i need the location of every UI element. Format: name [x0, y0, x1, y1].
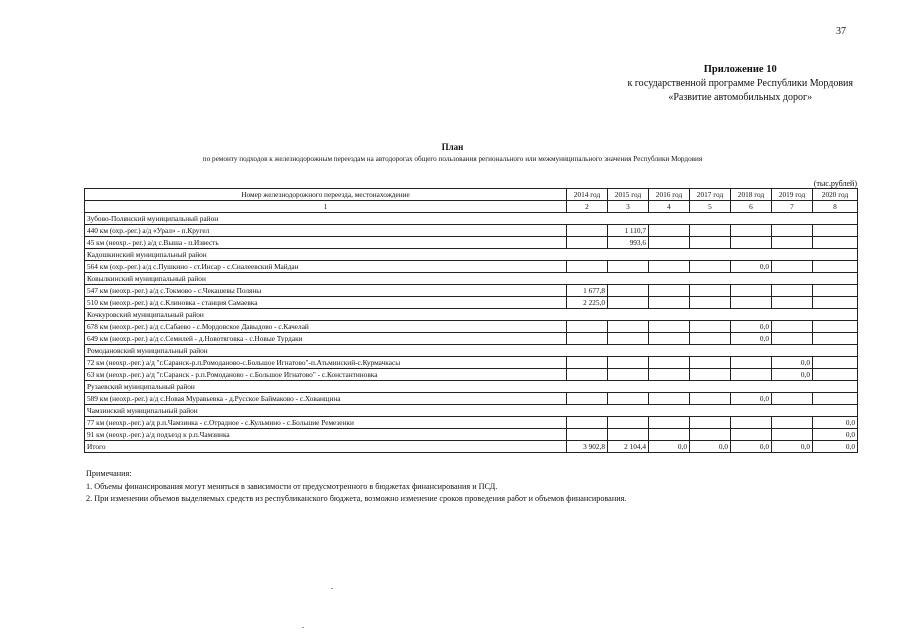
header-cell: 2018 год	[731, 189, 772, 201]
amount-cell: 0,0	[813, 417, 858, 429]
district-row	[85, 309, 858, 321]
amount-cell: 2 104,4	[608, 441, 649, 453]
scan-mark	[302, 627, 304, 628]
amount-cell	[567, 369, 608, 381]
amount-cell: 0,0	[649, 441, 690, 453]
column-number: 1	[85, 201, 567, 213]
amount-cell	[649, 429, 690, 441]
amount-cell: 0,0	[731, 393, 772, 405]
amount-cell	[813, 297, 858, 309]
amount-cell: 0,0	[772, 357, 813, 369]
amount-cell	[731, 429, 772, 441]
amount-cell	[608, 393, 649, 405]
amount-cell	[813, 261, 858, 273]
amount-cell	[567, 225, 608, 237]
crossing-location: 72 км (неохр.-рег.) а/д "г.Саранск-р.п.Ромоданово-с.Большое Игнатово"-п.Атьминский-с.Курмачкасы	[85, 357, 567, 369]
district-name: Кочкуровский муниципальный район	[85, 309, 858, 321]
amount-cell	[772, 297, 813, 309]
header-cell: 2017 год	[690, 189, 731, 201]
amount-cell	[690, 369, 731, 381]
header-row	[85, 189, 858, 201]
amount-cell: 0,0	[690, 441, 731, 453]
column-number-row	[85, 201, 858, 213]
amount-cell	[690, 429, 731, 441]
amount-cell	[567, 393, 608, 405]
crossing-location: 91 км (неохр.-рег.) а/д подъезд к р.п.Чамзинка	[85, 429, 567, 441]
total-row	[85, 441, 858, 453]
amount-cell	[772, 225, 813, 237]
amount-cell	[690, 321, 731, 333]
crossing-location: 547 км (неохр.-рег.) а/д с.Токмово - с.Чекашевы Поляны	[85, 285, 567, 297]
district-name: Кадошкинский муниципальный район	[85, 249, 858, 261]
district-row	[85, 405, 858, 417]
amount-cell	[772, 261, 813, 273]
amount-cell	[731, 237, 772, 249]
district-name: Рузаевский муниципальный район	[85, 381, 858, 393]
table-row	[85, 393, 858, 405]
amount-cell	[690, 393, 731, 405]
column-number: 2	[567, 201, 608, 213]
district-row	[85, 249, 858, 261]
scan-mark	[331, 588, 333, 589]
appendix-header	[627, 63, 853, 105]
table-row	[85, 357, 858, 369]
crossing-location: 649 км (неохр.-рег.) а/д с.Семилей - д.Новотяговка - с.Новые Турдаки	[85, 333, 567, 345]
amount-cell	[608, 285, 649, 297]
header-cell: 2020 год	[813, 189, 858, 201]
table-row	[85, 261, 858, 273]
district-row	[85, 213, 858, 225]
header-cell: 2015 год	[608, 189, 649, 201]
amount-cell	[567, 417, 608, 429]
header-cell: 2016 год	[649, 189, 690, 201]
amount-cell	[608, 357, 649, 369]
amount-cell	[690, 237, 731, 249]
table-row	[85, 429, 858, 441]
amount-cell	[649, 285, 690, 297]
amount-cell	[731, 225, 772, 237]
amount-cell	[649, 357, 690, 369]
district-name: Ковылкинский муниципальный район	[85, 273, 858, 285]
amount-cell: 0,0	[731, 441, 772, 453]
amount-cell	[690, 285, 731, 297]
amount-cell	[608, 333, 649, 345]
amount-cell	[813, 369, 858, 381]
header-cell: 2019 год	[772, 189, 813, 201]
amount-cell: 0,0	[813, 441, 858, 453]
amount-cell	[567, 333, 608, 345]
amount-cell	[772, 321, 813, 333]
amount-cell	[608, 297, 649, 309]
crossing-location: 77 км (неохр.-рег.) а/д р.п.Чамзинка - с.Отрадное - с.Кульмино - с.Большие Ремезенки	[85, 417, 567, 429]
amount-cell	[567, 429, 608, 441]
amount-cell	[649, 393, 690, 405]
table-row	[85, 285, 858, 297]
table-row	[85, 369, 858, 381]
amount-cell	[731, 285, 772, 297]
amount-cell	[731, 297, 772, 309]
amount-cell	[649, 237, 690, 249]
amount-cell	[649, 417, 690, 429]
crossing-location: 589 км (неохр.-рег.) а/д с.Новая Муравьевка - д.Русское Баймаково - с.Хованщина	[85, 393, 567, 405]
amount-cell	[690, 417, 731, 429]
column-number: 3	[608, 201, 649, 213]
amount-cell	[608, 261, 649, 273]
district-name: Чамзинский муниципальный район	[85, 405, 858, 417]
column-number: 7	[772, 201, 813, 213]
amount-cell	[567, 237, 608, 249]
amount-cell: 0,0	[772, 369, 813, 381]
amount-cell: 1 677,8	[567, 285, 608, 297]
district-name: Ромодановский муниципальный район	[85, 345, 858, 357]
amount-cell	[772, 393, 813, 405]
appendix-line-1: к государственной программе Республики Мордовия	[627, 78, 853, 89]
amount-cell	[649, 261, 690, 273]
appendix-title: Приложение 10	[703, 64, 777, 75]
amount-cell	[690, 333, 731, 345]
units-label: (тыс.рублей)	[813, 179, 857, 188]
crossing-location: 63 км (неохр.-рег.) а/д "г.Саранск - р.п.Ромоданово - с.Большое Игнатово" - с.Константиновка	[85, 369, 567, 381]
amount-cell	[731, 369, 772, 381]
amount-cell	[813, 321, 858, 333]
crossing-location: 45 км (неохр.- рег.) а/д с.Выша - п.Известь	[85, 237, 567, 249]
amount-cell	[649, 321, 690, 333]
amount-cell	[649, 225, 690, 237]
amount-cell	[772, 333, 813, 345]
page-number: 37	[836, 26, 846, 37]
column-number: 8	[813, 201, 858, 213]
amount-cell	[690, 357, 731, 369]
amount-cell	[608, 429, 649, 441]
amount-cell	[731, 417, 772, 429]
table-row	[85, 237, 858, 249]
total-label: Итого	[85, 441, 567, 453]
amount-cell	[731, 357, 772, 369]
appendix-line-2: «Развитие автомобильных дорог»	[668, 92, 813, 103]
crossing-location: 678 км (неохр.-рег.) а/д с.Сабаево - с.Мордовское Давыдово - с.Качелай	[85, 321, 567, 333]
amount-cell	[813, 357, 858, 369]
district-row	[85, 381, 858, 393]
amount-cell: 3 902,8	[567, 441, 608, 453]
amount-cell: 0,0	[731, 333, 772, 345]
table-row	[85, 297, 858, 309]
district-row	[85, 345, 858, 357]
amount-cell	[813, 285, 858, 297]
amount-cell: 0,0	[813, 429, 858, 441]
amount-cell	[772, 237, 813, 249]
amount-cell	[813, 333, 858, 345]
amount-cell	[690, 261, 731, 273]
amount-cell: 0,0	[731, 321, 772, 333]
amount-cell	[649, 333, 690, 345]
amount-cell	[813, 393, 858, 405]
amount-cell: 2 225,0	[567, 297, 608, 309]
note-item: 2. При изменении объемов выделяемых средств из республиканского бюджета, возможно изменение сроков проведения работ и объемов финансирования.	[86, 494, 627, 503]
table-row	[85, 333, 858, 345]
amount-cell	[813, 225, 858, 237]
header-cell: Номер железнодорожного переезда, местонахождение	[85, 189, 567, 201]
plan-title: План	[441, 142, 464, 152]
notes	[86, 468, 626, 506]
amount-cell	[772, 285, 813, 297]
amount-cell: 0,0	[731, 261, 772, 273]
table-row	[85, 225, 858, 237]
amount-cell	[690, 297, 731, 309]
column-number: 6	[731, 201, 772, 213]
amount-cell: 0,0	[772, 441, 813, 453]
amount-cell	[567, 321, 608, 333]
district-row	[85, 273, 858, 285]
table-row	[85, 321, 858, 333]
amount-cell	[772, 417, 813, 429]
amount-cell	[608, 417, 649, 429]
column-number: 4	[649, 201, 690, 213]
header-cell: 2014 год	[567, 189, 608, 201]
amount-cell	[813, 237, 858, 249]
notes-heading: Примечания:	[86, 469, 132, 478]
amount-cell: 993,6	[608, 237, 649, 249]
amount-cell: 1 110,7	[608, 225, 649, 237]
plan-subtitle: по ремонту подходов к железнодорожным переездам на автодорогах общего пользования регионального или межмуниципального значения Республики Мордовия	[202, 155, 703, 163]
crossing-location: 440 км (охр.-рег.) а/д «Урал» - п.Кругел	[85, 225, 567, 237]
amount-cell	[567, 261, 608, 273]
amount-cell	[608, 321, 649, 333]
crossing-location: 564 км (охр.-рег.) а/д с.Пушкино - ст.Инсар - с.Сиалеевский Майдан	[85, 261, 567, 273]
table-row	[85, 417, 858, 429]
amount-cell	[608, 369, 649, 381]
plan-table	[84, 188, 858, 453]
note-item: 1. Объемы финансирования могут меняться в зависимости от предусмотренного в бюджетах финансирования и ПСД.	[86, 481, 498, 491]
plan-table-body	[85, 213, 858, 453]
amount-cell	[649, 297, 690, 309]
crossing-location: 510 км (неохр.-рег.) а/д с.Клиновка - станция Самаевка	[85, 297, 567, 309]
district-name: Зубово-Полянский муниципальный район	[85, 213, 858, 225]
amount-cell	[567, 357, 608, 369]
column-number: 5	[690, 201, 731, 213]
amount-cell	[690, 225, 731, 237]
amount-cell	[772, 429, 813, 441]
amount-cell	[649, 369, 690, 381]
